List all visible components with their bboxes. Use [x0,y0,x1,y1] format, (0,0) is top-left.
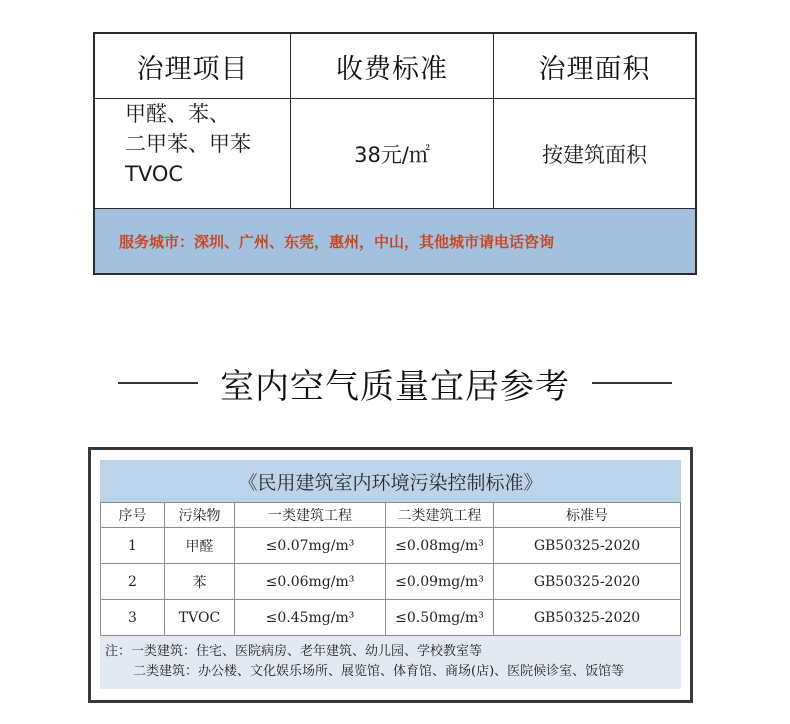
col-header-pollutant: 污染物 [165,503,235,528]
cell-index: 2 [101,564,165,600]
standard-grid [100,502,681,636]
standard-table [100,460,681,690]
heading-rule-left [118,382,198,384]
cell-index: 3 [101,600,165,636]
table-row [101,528,681,564]
price-table-row [95,99,695,209]
project-line: 甲醛、苯、 [125,102,230,126]
heading-rule-right [592,382,672,384]
section-title: 室内空气质量宜居参考 [220,366,570,407]
header-project: 治理项目 [95,34,291,98]
cell-index: 1 [101,528,165,564]
header-fee: 收费标准 [291,34,494,98]
col-header-standard: 标准号 [494,503,681,528]
standard-notes [100,636,681,689]
table-row [101,564,681,600]
fee-cell: 38元/㎡ [291,99,494,208]
cell-class2: ≤0.08mg/m³ [386,528,494,564]
cell-pollutant: 苯 [165,564,235,600]
project-cell [95,99,291,208]
note-class2: 二类建筑：办公楼、文化娱乐场所、展览馆、体育馆、商场(店)、医院候诊室、饭馆等 [133,664,625,679]
cell-class1: ≤0.07mg/m³ [235,528,386,564]
cell-class2: ≤0.50mg/m³ [386,600,494,636]
standard-table-frame [88,447,693,703]
price-table [93,32,697,275]
col-header-class2: 二类建筑工程 [386,503,494,528]
col-header-index: 序号 [101,503,165,528]
standard-title: 《民用建筑室内环境污染控制标准》 [100,460,681,502]
project-line: TVOC [125,162,184,186]
cell-standard: GB50325-2020 [494,564,681,600]
cell-pollutant: 甲醛 [165,528,235,564]
service-cities-banner: 服务城市：深圳、广州、东莞，惠州，中山，其他城市请电话咨询 [95,209,695,273]
price-table-header [95,34,695,99]
cell-standard: GB50325-2020 [494,528,681,564]
col-header-class1: 一类建筑工程 [235,503,386,528]
cell-pollutant: TVOC [165,600,235,636]
cell-standard: GB50325-2020 [494,600,681,636]
section-heading [0,358,790,408]
header-area: 治理面积 [538,53,651,85]
table-row [101,600,681,636]
cell-class2: ≤0.09mg/m³ [386,564,494,600]
area-cell: 按建筑面积 [542,142,647,167]
cell-class1: ≤0.45mg/m³ [235,600,386,636]
note-class1: 注：一类建筑：住宅、医院病房、老年建筑、幼儿园、学校教室等 [105,644,483,659]
project-line: 二甲苯、甲苯 [125,132,251,156]
standard-header-row [101,503,681,528]
cell-class1: ≤0.06mg/m³ [235,564,386,600]
